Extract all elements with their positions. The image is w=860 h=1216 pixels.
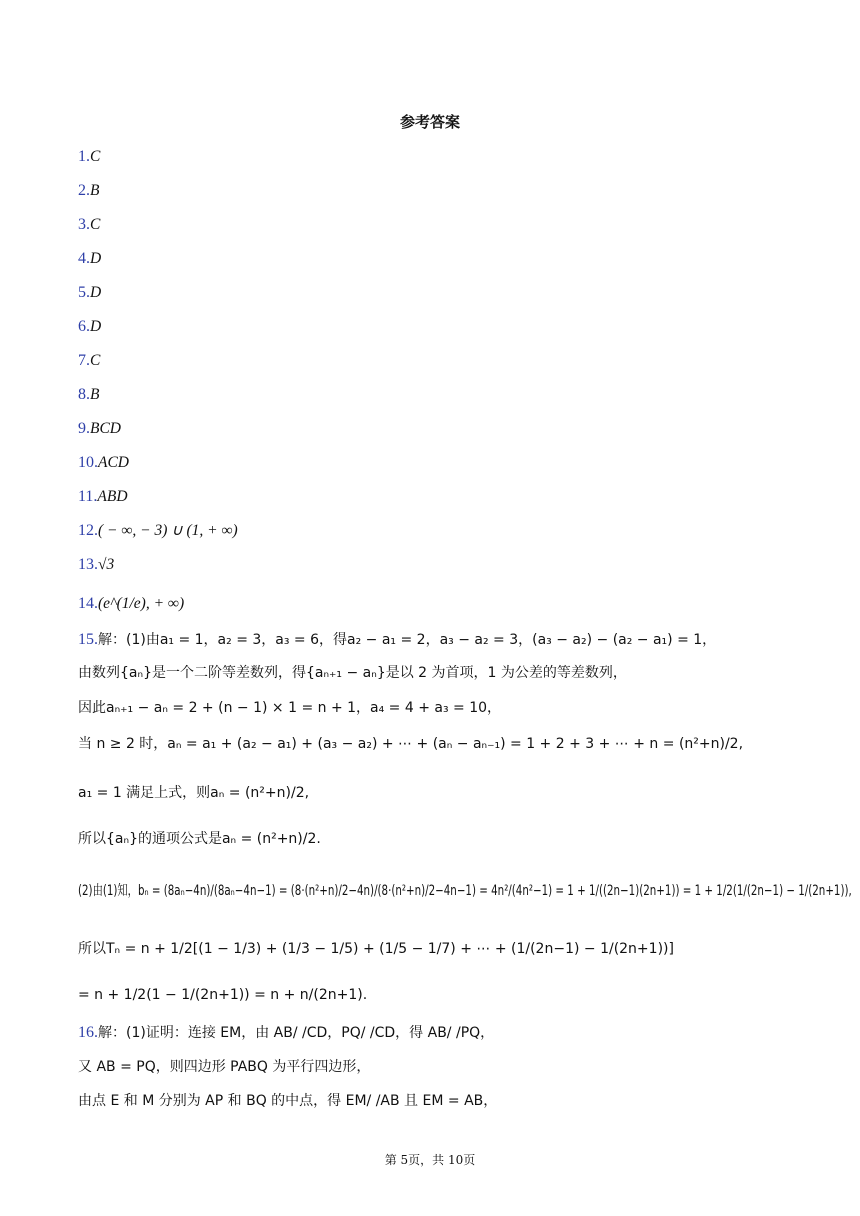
solution-line	[78, 733, 743, 755]
answer-number: 12.	[78, 522, 98, 539]
answer-text: √3	[98, 556, 115, 573]
question-number: 16.	[78, 1024, 98, 1041]
solution-text: 由数列{aₙ}是一个二阶等差数列，得{aₙ₊₁ − aₙ}是以 2 为首项，1 为公差的等差数列，	[78, 665, 627, 681]
answer-number: 14.	[78, 595, 98, 612]
solution-line	[78, 782, 309, 804]
answer-line	[78, 418, 121, 440]
solution-line	[78, 880, 852, 902]
answer-number: 1.	[78, 148, 90, 165]
answer-line	[78, 146, 100, 168]
solution-text: 所以{aₙ}的通项公式是aₙ = (n²+n)/2.	[78, 831, 321, 847]
solution-text: 解：(1)由a₁ = 1，a₂ = 3，a₃ = 6，得a₂ − a₁ = 2，a₃ − a₂ = 3，(a₃ − a₂) − (a₂ − a₁) = 1，	[98, 632, 717, 648]
question-number: 15.	[78, 631, 98, 648]
answer-text: B	[90, 386, 100, 403]
solution-text: 当 n ≥ 2 时，aₙ = a₁ + (a₂ − a₁) + (a₃ − a₂) + ⋯ + (aₙ − aₙ₋₁) = 1 + 2 + 3 + ⋯ + n = (n²+n)/2,	[78, 736, 744, 752]
answer-number: 8.	[78, 386, 90, 403]
solution-line	[78, 828, 321, 850]
answer-line	[78, 593, 184, 615]
answer-line	[78, 554, 114, 576]
solution-line	[78, 938, 674, 960]
answer-text: C	[90, 216, 101, 233]
answer-number: 9.	[78, 420, 90, 437]
answer-line	[78, 350, 100, 372]
solution-line	[78, 662, 627, 684]
answer-number: 5.	[78, 284, 90, 301]
solution-text: (2)由(1)知，bₙ = (8aₙ−4n)/(8aₙ−4n−1) = (8·(n²+n)/2−4n)/(8·(n²+n)/2−4n−1) = 4n²/(4n²−1) = 1 + 1/((2n−1)(2n+1)) = 1 + 1/2(1/(2n−1) − 1/(2n+1)),	[78, 883, 852, 899]
answer-line	[78, 180, 99, 202]
answer-number: 2.	[78, 182, 90, 199]
answer-number: 7.	[78, 352, 90, 369]
answer-number: 4.	[78, 250, 90, 267]
answer-line	[78, 214, 100, 236]
solution-text: 又 AB = PQ，则四边形 PABQ 为平行四边形，	[78, 1059, 371, 1075]
solution-line	[78, 1090, 497, 1112]
solution-line	[78, 629, 716, 651]
solution-text: a₁ = 1 满足上式，则aₙ = (n²+n)/2,	[78, 785, 310, 801]
solution-text: 解：(1)证明：连接 EM，由 AB/ /CD，PQ/ /CD，得 AB/ /PQ，	[98, 1025, 495, 1041]
answer-line	[78, 384, 99, 406]
answer-number: 11.	[78, 488, 98, 505]
answer-text: BCD	[90, 420, 121, 437]
answer-text: D	[90, 250, 102, 267]
answer-text: ACD	[98, 454, 129, 471]
answer-line	[78, 316, 101, 338]
solution-text: 由点 E 和 M 分别为 AP 和 BQ 的中点，得 EM/ /AB 且 EM = AB，	[78, 1093, 498, 1109]
solution-text: 因此aₙ₊₁ − aₙ = 2 + (n − 1) × 1 = n + 1，a₄ = 4 + a₃ = 10，	[78, 700, 502, 716]
answer-text: D	[90, 284, 102, 301]
answer-number: 13.	[78, 556, 98, 573]
solution-line	[78, 697, 501, 719]
page-footer: 第 5页，共 10页	[384, 1153, 476, 1167]
answer-text: C	[90, 148, 101, 165]
solution-text: = n + 1/2(1 − 1/(2n+1)) = n + n/(2n+1).	[78, 987, 368, 1003]
solution-text: 所以Tₙ = n + 1/2[(1 − 1/3) + (1/3 − 1/5) + (1/5 − 1/7) + ⋯ + (1/(2n−1) − 1/(2n+1))]	[78, 941, 674, 957]
answer-text: D	[90, 318, 102, 335]
answer-text: C	[90, 352, 101, 369]
answer-number: 6.	[78, 318, 90, 335]
answer-text: B	[90, 182, 100, 199]
answer-line	[78, 520, 238, 542]
answer-line	[78, 452, 129, 474]
answer-text: (e^(1/e), + ∞)	[98, 595, 185, 612]
answer-line	[78, 282, 101, 304]
page-title: 参考答案	[399, 113, 460, 131]
answer-text: ABD	[97, 488, 128, 505]
solution-line	[78, 984, 367, 1006]
answer-number: 10.	[78, 454, 98, 471]
solution-line	[78, 1056, 370, 1078]
answer-line	[78, 486, 128, 508]
answer-number: 3.	[78, 216, 90, 233]
answer-text: ( − ∞, − 3) ∪ (1, + ∞)	[98, 522, 238, 539]
solution-line	[78, 1022, 494, 1044]
answer-line	[78, 248, 101, 270]
